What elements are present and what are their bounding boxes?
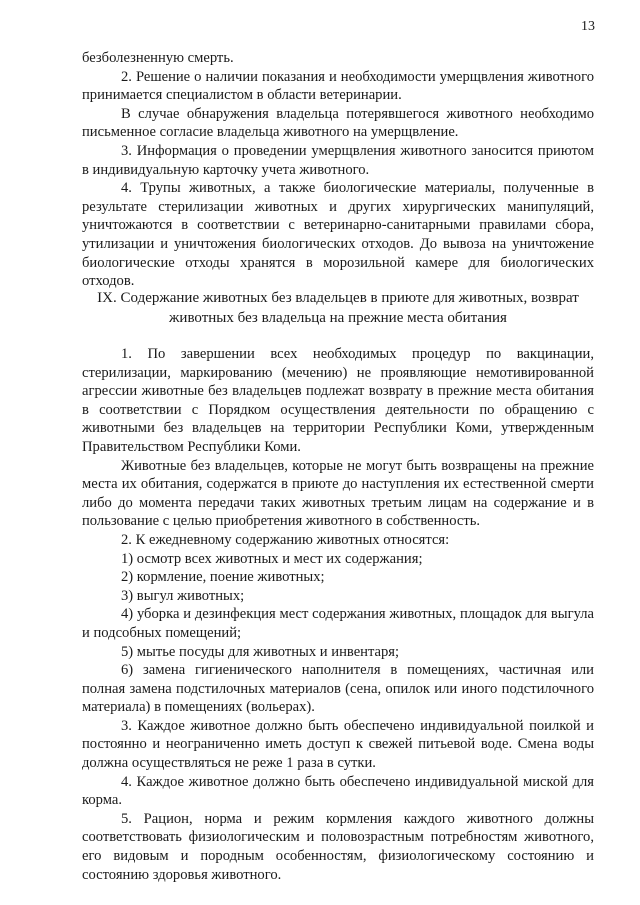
paragraph: Животные без владельцев, которые не могут быть возвращены на прежние места их обитания, содержатся в приюте до наступления их естественной смерти либо до момента передачи таких животных третьим лицам на содержание и в пользование с целью приобретения животного в собственность. — [82, 457, 594, 530]
paragraph: 3) выгул животных; — [121, 587, 245, 604]
section-heading-line-2: животных без владельца на прежние места обитания — [169, 309, 507, 326]
section-9-heading — [78, 289, 598, 328]
paragraph: 4. Трупы животных, а также биологические материалы, полученные в результате стерилизации животных и других хирургических манипуляций, уничтожаются в соответствии с ветеринарно-санитарными правилами сбора, утилизации и уничтожения биологических отходов. До вывоза на уничтожение биологические отходы хранятся в морозильной камере для биологических отходов. — [82, 180, 594, 290]
paragraph: В случае обнаружения владельца потерявшегося животного необходимо письменное согласие владельца животного на умерщвление. — [82, 105, 594, 141]
paragraph: 3. Информация о проведении умерщвления животного заносится приютом в индивидуальную карточку учета животного. — [82, 142, 594, 178]
paragraph: 4) уборка и дезинфекция мест содержания животных, площадок для выгула и подсобных помещений; — [82, 606, 594, 641]
section-9-body — [82, 345, 594, 884]
paragraph: 3. Каждое животное должно быть обеспечено индивидуальной поилкой и постоянно и неограниченно иметь доступ к свежей питьевой воде. Смена воды должна осуществляться не реже 1 раза в сутки. — [82, 717, 594, 772]
paragraph: 5. Рацион, норма и режим кормления каждого животного должны соответствовать физиологическим и половозрастным потребностям животного, его видовым и породным особенностям, физиологическому состоянию и состоянию здоровья животного. — [82, 810, 594, 883]
paragraph: 5) мытье посуды для животных и инвентаря; — [121, 643, 400, 660]
paragraph: 2) кормление, поение животных; — [121, 569, 325, 586]
paragraph: 6) замена гигиенического наполнителя в помещениях, частичная или полная замена подстилочных материалов (сена, опилок или иного подстилочного материала) в помещениях (вольерах). — [82, 662, 594, 716]
page-number: 13 — [581, 19, 595, 34]
section-heading-line-1: IX. Содержание животных без владельцев в приюте для животных, возврат — [97, 290, 579, 306]
paragraph: 2. Решение о наличии показания и необходимости умерщвления животного принимается специалистом в области ветеринарии. — [82, 68, 594, 104]
section-8-continuation — [82, 49, 594, 291]
paragraph: 2. К ежедневному содержанию животных относятся: — [121, 531, 450, 548]
paragraph: 1. По завершении всех необходимых процедур по вакцинации, стерилизации, маркированию (мечению) не проявляющие немотивированной агрессии животные без владельцев подлежат возврату в прежние места обитания в соответствии с Порядком осуществления деятельности по обращению с животными без владельцев на территории Республики Коми, утвержденным Правительством Республики Коми. — [82, 346, 594, 455]
paragraph: безболезненную смерть. — [82, 50, 234, 66]
paragraph: 4. Каждое животное должно быть обеспечено индивидуальной миской для корма. — [82, 773, 594, 809]
paragraph: 1) осмотр всех животных и мест их содержания; — [121, 550, 423, 567]
